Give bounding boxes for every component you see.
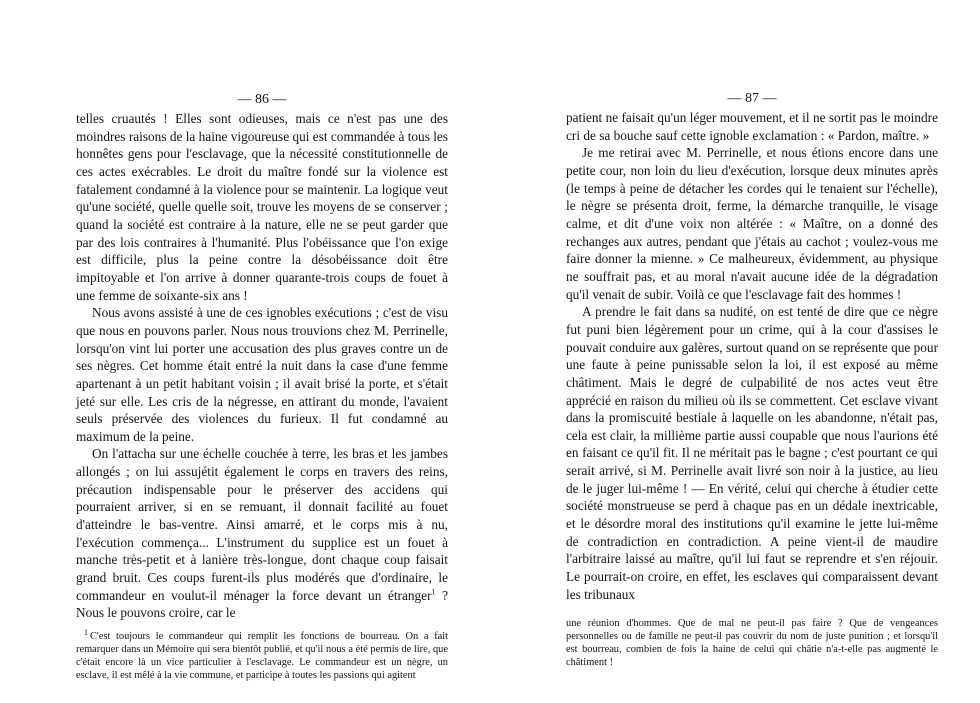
footnotes: [76, 627, 448, 682]
paragraph-text: On l'attacha sur une échelle couchée à terre, les bras et les jambes allongés ; on lui assujétit également le corps en travers des reins, précaution indispensable pour le préserver des accidens qui pourraient arriver, si en se remuant, il donnait facilité au fouet d'atteindre le bas-ventre. Ainsi amarré, et le corps mis à nu, l'exécution commença... L'instrument du supplice est un fouet à manche très-petit et à lanière très-longue, dont chaque coup faisait grand bruit. Ces coups furent-ils plus modérés que d'ordinaire, le commandeur en voulut-il ménager la force devant un étranger: [76, 446, 448, 603]
footnote: [76, 627, 448, 682]
footnote-marker: 1: [84, 627, 88, 637]
footnote-reference: 1: [431, 587, 436, 597]
footnote: une réunion d'hommes. Que de mal ne peut-il pas faire ? Que de vengeances personnelles ou de famille ne peut-il pas couvrir du nom de juste punition ; et lorsqu'il est bourreau, combien de fois la haine de celui qui châtie n'a-t-elle pas augmenté le châtiment !: [566, 618, 938, 669]
paragraph: telles cruautés ! Elles sont odieuses, mais ce n'est pas une des moindres raisons de la haine vigoureuse qui est commandée à tous les honnêtes gens pour l'esclavage, que la nécessité constitutionnelle de ces actes exécrables. Le droit du maître fondé sur la violence est fatalement condamné à la violence pour se maintenir. La logique veut qu'une société, quelle quelle soit, trouve les moyens de se conserver ; quand la société est contraire à la nature, elle ne se peut garder que par des lois contraires à l'humanité. Plus l'obéissance que l'on exige est difficile, plus la peine contre la désobéissance doit être impitoyable et l'on arrive à donner quarante-trois coups de fouet à une femme de soixante-six ans !: [76, 111, 448, 303]
body-text: [76, 110, 448, 622]
left-page: [76, 0, 448, 682]
page-number: — 87 —: [727, 91, 777, 106]
paragraph: [76, 445, 448, 622]
paragraph: Nous avons assisté à une de ces ignobles exécutions ; c'est de visu que nous en pouvons parler. Nous nous trouvions chez M. Perrinelle, lorsqu'on vint lui porter une accusation des plus graves contre un de ses nègres. Cet homme était entré la nuit dans la case d'une femme apartenant à un petit habitant voisin ; il avait brisé la porte, et s'était jeté sur elle. Les cris de la négresse, en attirant du monde, l'avaient seuls préservée des violences du furieux. Il fut condamné au maximum de la peine.: [76, 305, 448, 444]
paragraph: Je me retirai avec M. Perrinelle, et nous étions encore dans une petite cour, non loin du lieu d'exécution, lorsque deux minutes après (le temps à peine de détacher les cordes qui le tenaient sur l'échelle), le nègre se présenta droit, ferme, la démarche tranquille, le visage calme, et dit d'une voix non altérée : « Maître, on a donné des rechanges aux autres, pendant que j'étais au cachot ; voulez-vous me faire donner la mienne. » Ce malheureux, évidemment, au physique ne souffrait pas, et au moral n'avait aucune idée de la dégradation qu'il venait de subir. Voilà ce que l'esclavage fait des hommes !: [566, 145, 938, 302]
footnotes: [566, 617, 938, 669]
page-number: — 86 —: [237, 92, 287, 107]
paragraph: A prendre le fait dans sa nudité, on est tenté de dire que ce nègre fut puni bien légèrement pour un crime, qui à la cour d'assises le pouvait conduire aux galères, surtout quand on se représente que pour une faute à peine punissable selon la loi, il est exposé au même châtiment. Mais le degré de culpabilité de nos actes veut être apprécié en raison du milieu où ils se commettent. Cet esclave vivant dans la promiscuité bestiale à laquelle on les abandonne, n'était pas, cela est clair, la millième partie aussi coupable que nous l'aurions été en faisant ce qu'il fit. Il ne méritait pas le bagne ; c'est pourtant ce qui serait arrivé, si M. Perrinelle avait livré son noir à la justice, au lieu de le juger lui-même ! — En vérité, celui qui cherche à étudier cette société monstrueuse se perd à chaque pas en un dédale inextricable, et le désordre moral des institutions qu'il examine le jette lui-même de contradiction en contradiction. A peine vient-il de maudire l'arbitraire laissé au maître, qu'il lui faut se reprendre et s'en réjouir. Le pourrait-on croire, en effet, les esclaves qui comparaissent devant les tribunaux: [566, 304, 938, 602]
body-text: [566, 109, 938, 603]
footnote-text: C'est toujours le commandeur qui remplit les fonctions de bourreau. On a fait remarquer dans un Mémoire qui sera bientôt publié, et qu'il nous a été permis de lire, que c'était encore là un vice particulier à l'esclavage. Le commandeur est un nègre, un esclave, il est mêlé à la vie commune, et participe à toutes les passions qui agitent: [76, 631, 448, 682]
paragraph-text-tail: ? Nous le pouvons croire, car le: [76, 587, 448, 621]
paragraph: patient ne faisait qu'un léger mouvement, et il ne sortit pas le moindre cri de sa bouche sauf cette ignoble exclamation : « Pardon, maître. »: [566, 110, 938, 143]
right-page: [566, 0, 938, 669]
